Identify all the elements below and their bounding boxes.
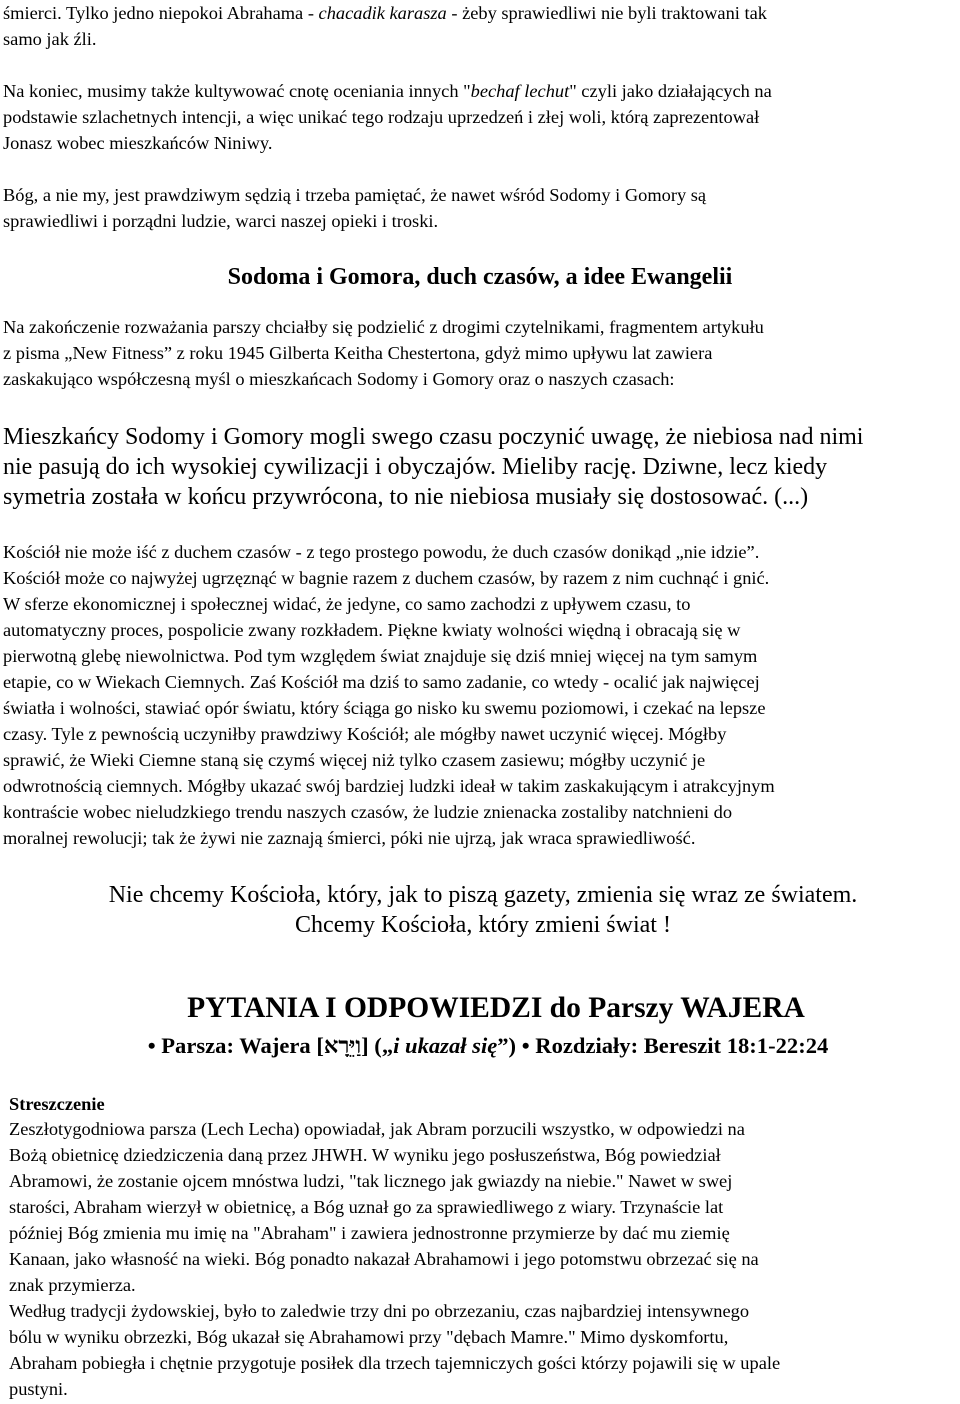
text-run: Na zakończenie rozważania parszy chciałby się podzielić z drogimi czytelnikami, fragmentem artykułu bbox=[3, 317, 764, 337]
text-run: Abraham pobiegła i chętnie przygotuje posiłek dla trzech tajemniczych gości którzy pojawili się w upale bbox=[9, 1353, 781, 1373]
text-run: kontraście wobec nieludzkiego trendu naszych czasów, że ludzie znienacka zostaliby natchnieni do bbox=[3, 802, 733, 822]
quote-line bbox=[3, 482, 808, 512]
text-line bbox=[9, 1194, 723, 1221]
text-run: ] („ bbox=[361, 1033, 394, 1058]
text-line bbox=[9, 1272, 136, 1299]
text-line bbox=[9, 1324, 728, 1351]
chapters-label: Rozdziały: Bereszit 18:1-22:24 bbox=[529, 1033, 829, 1058]
bullet-icon: • bbox=[147, 1033, 156, 1058]
italic-term: bechaf lechut bbox=[470, 81, 570, 101]
text-run: samo jak źli. bbox=[3, 29, 97, 49]
text-line bbox=[3, 721, 726, 747]
text-run: Abramowi, że zostanie ojcem mnóstwa ludzi, "tak licznego jak gwiazdy na niebie." Nawet w swej bbox=[9, 1171, 733, 1191]
main-heading: PYTANIA I ODPOWIEDZI do Parszy WAJERA bbox=[187, 992, 805, 1024]
text-line bbox=[9, 1246, 759, 1273]
text-line bbox=[3, 799, 732, 825]
text-run: Według tradycji żydowskiej, było to zaledwie trzy dni po obrzezaniu, czas najbardziej intensywnego bbox=[9, 1301, 750, 1321]
text-run: " czyli jako działających na bbox=[569, 81, 772, 101]
text-run: pustyni. bbox=[9, 1379, 68, 1399]
text-run: Bożą obietnicę dziedziczenia daną przez JHWH. W wyniku jego posłuszeństwa, Bóg powiedział bbox=[9, 1145, 721, 1165]
text-run: nie pasują do ich wysokiej cywilizacji i obyczajów. Mieliby rację. Dziwne, lecz kiedy bbox=[3, 454, 828, 480]
text-run: czasy. Tyle z pewnością uczyniłby prawdziwy Kościół; ale mógłby nawet uczynić więcej. Mógłby bbox=[3, 724, 727, 744]
quote-line bbox=[3, 422, 863, 452]
text-run: Na koniec, musimy także kultywować cnotę oceniania innych " bbox=[3, 81, 471, 101]
text-line bbox=[3, 182, 706, 208]
text-run: sprawić, że Wieki Ciemne staną się czymś więcej niż tylko czasem zasiewu; mógłby uczynić je bbox=[3, 750, 706, 770]
text-run: etapie, co w Wiekach Ciemnych. Zaś Kościół ma dziś to samo zadanie, co wtedy - ocalić jak najwięcej bbox=[3, 672, 760, 692]
text-line bbox=[3, 0, 767, 26]
text-run: śmierci. Tylko jedno niepokoi Abrahama - bbox=[3, 3, 319, 23]
italic-term: chacadik karasza bbox=[318, 3, 447, 23]
summary-heading: Streszczenie bbox=[9, 1094, 105, 1114]
text-line bbox=[9, 1350, 780, 1377]
text-run: Kanaan, jako własność na wieki. Bóg ponadto nakazał Abrahamowi i jego potomstwu obrzezać się na bbox=[9, 1249, 759, 1269]
text-run: Kościół może co najwyżej ugrzęznąć w bagnie razem z duchem czasów, by razem z nim cuchnąć i gnić. bbox=[3, 568, 770, 588]
text-line bbox=[3, 78, 772, 104]
text-line bbox=[3, 591, 691, 617]
text-line bbox=[3, 617, 740, 643]
text-run: W sferze ekonomicznej i społecznej widać, że jedyne, co samo zachodzi z upływem czasu, to bbox=[3, 594, 691, 614]
parsza-line bbox=[0, 1029, 960, 1063]
text-line bbox=[3, 366, 675, 392]
text-run: starości, Abraham wierzył w obietnicę, a Bóg uznał go za sprawiedliwego z wiary. Trzynaście lat bbox=[9, 1197, 724, 1217]
text-run: ”) bbox=[497, 1033, 522, 1058]
text-line bbox=[3, 340, 712, 366]
text-run: zaskakująco współczesną myśl o mieszkańcach Sodomy i Gomory oraz o naszych czasach: bbox=[3, 369, 675, 389]
text-run: później Bóg zmienia mu imię na "Abraham" i zawiera jednostronne przymierze by dać mu ziemię bbox=[9, 1223, 730, 1243]
text-line bbox=[3, 747, 705, 773]
parsza-meaning: i ukazał się bbox=[393, 1033, 498, 1058]
text-run: automatyczny proces, pospolicie zwany rozkładem. Piękne kwiaty wolności więdną i obracają się w bbox=[3, 620, 741, 640]
text-line bbox=[3, 26, 96, 52]
text-run: Kościół nie może iść z duchem czasów - z tego prostego powodu, że duch czasów donikąd „nie idzie”. bbox=[3, 542, 760, 562]
text-line bbox=[3, 825, 695, 851]
text-line bbox=[3, 643, 757, 669]
text-run: pierwotną glebę niewolnictwa. Pod tym względem świat znajduje się dziś mniej więcej na tym samym bbox=[3, 646, 758, 666]
text-line bbox=[3, 314, 764, 340]
text-line bbox=[9, 1220, 730, 1247]
text-run: - żeby sprawiedliwi nie byli traktowani tak bbox=[446, 3, 767, 23]
text-line bbox=[3, 773, 775, 799]
section-heading: Sodoma i Gomora, duch czasów, a idee Ewangelii bbox=[227, 264, 733, 290]
parsza-label: Parsza: Wajera [ bbox=[155, 1033, 324, 1058]
text-line bbox=[3, 104, 759, 130]
text-line bbox=[3, 669, 760, 695]
text-line bbox=[3, 208, 438, 234]
text-run: Mieszkańcy Sodomy i Gomory mogli swego czasu poczynić uwagę, że niebiosa nad nimi bbox=[3, 424, 864, 450]
quote-line bbox=[3, 452, 827, 482]
text-run: znak przymierza. bbox=[9, 1275, 136, 1295]
text-run: światła i wolności, stawiać opór światu, który ściąga go nisko ku swemu poziomowi, i czekać na lepsze bbox=[3, 698, 766, 718]
text-run: Jonasz wobec mieszkańców Niniwy. bbox=[3, 133, 273, 153]
text-line bbox=[3, 695, 766, 721]
text-line bbox=[3, 565, 769, 591]
text-run: sprawiedliwi i porządni ludzie, warci naszej opieki i troski. bbox=[3, 211, 439, 231]
text-line bbox=[9, 1298, 749, 1325]
centered-quote-line: Chcemy Kościoła, który zmieni świat ! bbox=[295, 912, 671, 938]
text-run: odwrotnością ciemnych. Mógłby ukazać swój bardziej ludzki ideał w takim zaskakującym i atrakcyjnym bbox=[3, 776, 775, 796]
bullet-icon: • bbox=[521, 1033, 530, 1058]
text-run: Zeszłotygodniowa parsza (Lech Lecha) opowiadał, jak Abram porzucili wszystko, w odpowiedzi na bbox=[9, 1119, 745, 1139]
text-line bbox=[9, 1168, 732, 1195]
text-line bbox=[3, 539, 759, 565]
text-line bbox=[3, 130, 272, 156]
text-line bbox=[9, 1376, 68, 1403]
text-run: Bóg, a nie my, jest prawdziwym sędzią i trzeba pamiętać, że nawet wśród Sodomy i Gomory są bbox=[3, 185, 707, 205]
text-run: bólu w wyniku obrzezki, Bóg ukazał się Abrahamowi przy "dębach Mamre." Mimo dyskomfortu, bbox=[9, 1327, 729, 1347]
text-line bbox=[9, 1116, 745, 1143]
text-run: symetria została w końcu przywrócona, to nie niebiosa musiały się dostosować. (...) bbox=[3, 484, 809, 510]
centered-quote-line: Nie chcemy Kościoła, który, jak to piszą gazety, zmienia się wraz ze światem. bbox=[108, 882, 858, 908]
text-line bbox=[9, 1142, 721, 1169]
hebrew-name: וַיֵּרָא bbox=[323, 1033, 362, 1058]
text-run: moralnej rewolucji; tak że żywi nie zaznają śmierci, póki nie ujrzą, jak wraca sprawiedliwość. bbox=[3, 828, 696, 848]
text-run: podstawie szlachetnych intencji, a więc unikać tego rodzaju uprzedzeń i złej woli, którą zaprezentował bbox=[3, 107, 760, 127]
text-run: z pisma „New Fitness” z roku 1945 Gilberta Keitha Chestertona, gdyż mimo upływu lat zawiera bbox=[3, 343, 713, 363]
